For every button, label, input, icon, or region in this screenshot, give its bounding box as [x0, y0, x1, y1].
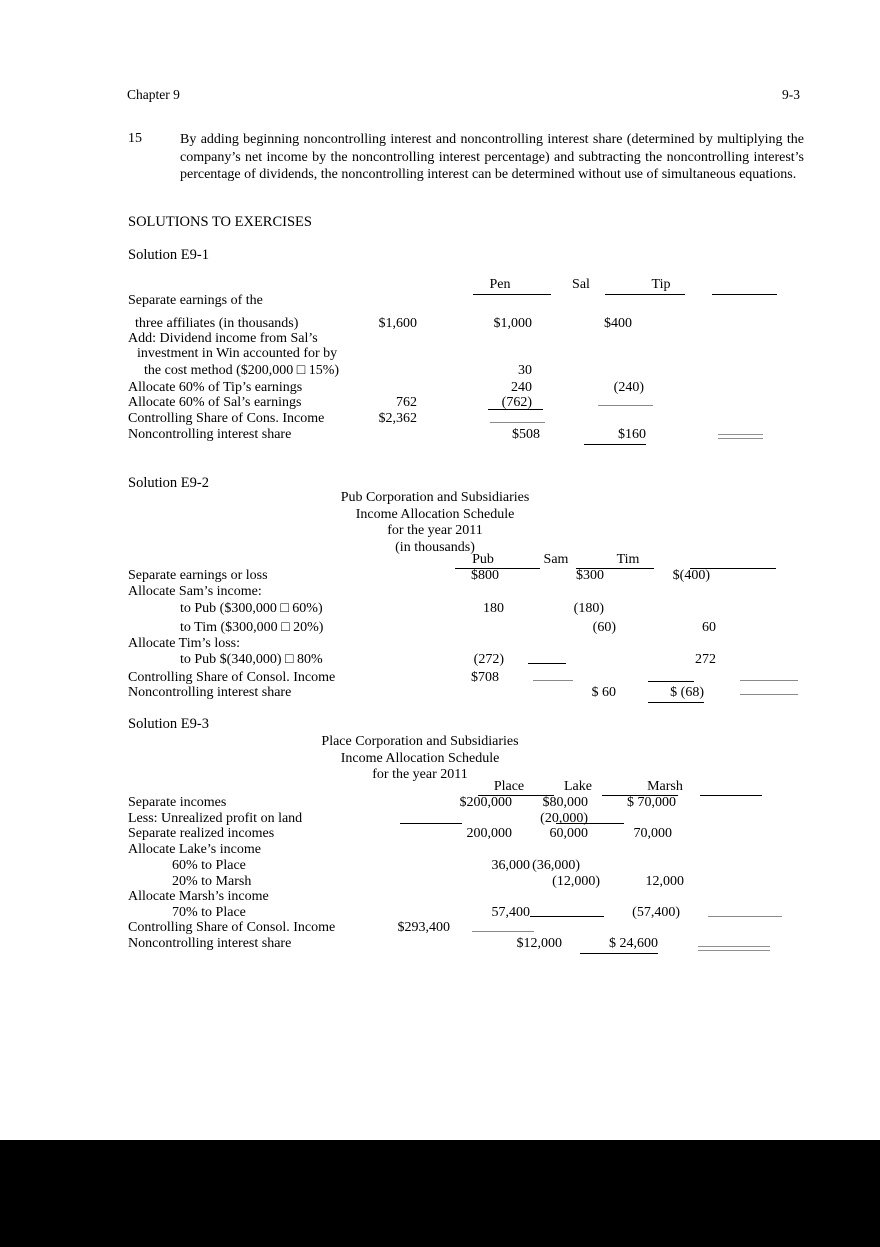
table-cell: (272) [473, 652, 504, 667]
table-cell: 36,000 [491, 858, 530, 873]
header-rule-2 [605, 294, 685, 295]
table-cell: 12,000 [645, 874, 684, 889]
column-header-pen: Pen [489, 277, 511, 292]
subtotal-rule [598, 405, 653, 406]
header-rule-3 [700, 795, 762, 796]
table-row: the cost method ($200,000 □ 15%) [144, 363, 340, 378]
schedule-title-line: Place Corporation and Subsidiaries [321, 734, 519, 749]
double-rule [718, 434, 763, 439]
table-cell: 57,400 [491, 905, 530, 920]
column-header-tip: Tip [651, 277, 671, 292]
table-row: Allocate Tim’s loss: [128, 636, 241, 651]
table-cell: 180 [483, 601, 504, 616]
column-header-tim: Tim [616, 552, 640, 567]
subtotal-rule [708, 916, 782, 917]
table-row: Allocate 60% of Tip’s earnings [128, 380, 303, 395]
table-row: to Pub ($300,000 □ 60%) [180, 601, 323, 616]
table-cell: $708 [471, 670, 499, 685]
table-cell: 60,000 [549, 826, 588, 841]
table-cell: (180) [573, 601, 604, 616]
table-row: Controlling Share of Consol. Income [128, 920, 336, 935]
paragraph-text-15: By adding beginning noncontrolling interest and noncontrolling interest share (determined by multiplying the company’s net income by the noncontrolling interest percentage) and subtracting the noncontrolling interest’s percentage of dividends, the noncontrolling interest can be determined without use of simultaneous equations. [180, 132, 804, 182]
schedule-title-line: Income Allocation Schedule [355, 506, 515, 522]
table-row: Controlling Share of Consol. Income [128, 670, 336, 685]
scan-border-bottom [0, 1140, 880, 1247]
subtotal-rule [488, 409, 543, 410]
solution-heading-e9-2: Solution E9-2 [128, 475, 209, 491]
column-header-place: Place [493, 779, 525, 794]
table-cell: $ (68) [648, 685, 704, 703]
table-cell: $200,000 [459, 795, 512, 810]
table-cell: $300 [576, 568, 604, 583]
table-cell: (20,000) [540, 811, 588, 826]
table-cell: $80,000 [542, 795, 588, 810]
table-cell: (57,400) [632, 905, 680, 920]
table-cell: 762 [396, 395, 417, 410]
table-row: Noncontrolling interest share [128, 427, 292, 442]
subtotal-rule [528, 663, 566, 664]
table-row: Separate realized incomes [128, 826, 275, 841]
column-header-pub: Pub [472, 552, 494, 567]
table-cell: (60) [592, 620, 616, 635]
table-row: 20% to Marsh [172, 874, 252, 889]
schedule-title-e9-3 [225, 734, 615, 784]
column-header-sam: Sam [543, 552, 569, 567]
table-cell: $1,000 [493, 316, 532, 331]
header-rule-3 [712, 294, 777, 295]
schedule-title-line: (in thousands) [395, 539, 475, 555]
table-cell: $(400) [672, 568, 710, 583]
column-header-lake: Lake [564, 779, 592, 794]
schedule-title-line: for the year 2011 [372, 767, 468, 782]
table-cell: $ 70,000 [627, 795, 676, 810]
table-row: Less: Unrealized profit on land [128, 811, 303, 826]
table-row: investment in Win accounted for by [137, 346, 338, 361]
header-rule-1 [473, 294, 551, 295]
table-row: Allocate Sam’s income: [128, 584, 262, 599]
table-cell: $1,600 [378, 316, 417, 331]
solution-heading-e9-1: Solution E9-1 [128, 247, 209, 263]
total-rule [490, 422, 545, 423]
table-cell: (762) [501, 395, 532, 410]
section-heading-solutions: SOLUTIONS TO EXERCISES [128, 214, 312, 230]
schedule-title-line: for the year 2011 [387, 523, 483, 538]
table-row: Allocate Lake’s income [128, 842, 261, 857]
table-row: Allocate Marsh’s income [128, 889, 269, 904]
table-row: Separate earnings or loss [128, 568, 268, 583]
column-header-marsh: Marsh [647, 779, 683, 794]
table-cell: 272 [695, 652, 716, 667]
table-cell: $ 60 [591, 685, 616, 700]
table-row: Allocate 60% of Sal’s earnings [128, 395, 302, 410]
table-cell: $400 [604, 316, 632, 331]
table-cell: (240) [613, 380, 644, 395]
total-rule [648, 681, 694, 682]
table-cell: $293,400 [397, 920, 450, 935]
table-cell: 60 [702, 620, 716, 635]
table-cell: $160 [584, 427, 646, 445]
total-rule [472, 931, 534, 932]
double-rule [698, 946, 770, 951]
table-cell: 30 [518, 363, 532, 378]
table-cell: $800 [471, 568, 499, 583]
table-row: to Tim ($300,000 □ 20%) [180, 620, 324, 635]
table-row: Controlling Share of Cons. Income [128, 411, 325, 426]
table-cell: $12,000 [516, 936, 562, 951]
subtotal-rule [556, 823, 624, 824]
table-cell: $ 24,600 [580, 936, 658, 954]
table-row: Noncontrolling interest share [128, 685, 292, 700]
table-cell: (36,000) [532, 858, 580, 873]
subtotal-rule [400, 823, 462, 824]
table-cell: (12,000) [552, 874, 600, 889]
total-rule [740, 694, 798, 695]
schedule-title-line: Income Allocation Schedule [340, 750, 500, 766]
table-row: Separate earnings of the [128, 293, 263, 308]
table-row: 70% to Place [172, 905, 246, 920]
subtotal-rule [530, 916, 604, 917]
total-rule [533, 680, 573, 681]
paragraph-number-15: 15 [128, 131, 142, 146]
total-rule [740, 680, 798, 681]
table-cell: 200,000 [466, 826, 512, 841]
column-header-sal: Sal [572, 277, 590, 292]
table-row: to Pub $(340,000) □ 80% [180, 652, 323, 667]
running-head-page-number: 9-3 [782, 87, 800, 102]
table-row: Noncontrolling interest share [128, 936, 292, 951]
table-row: Add: Dividend income from Sal’s [128, 331, 318, 346]
table-cell: $508 [512, 427, 540, 442]
schedule-title-line: Pub Corporation and Subsidiaries [340, 490, 530, 505]
running-head-chapter: Chapter 9 [127, 87, 180, 102]
table-cell: 70,000 [633, 826, 672, 841]
solution-heading-e9-3: Solution E9-3 [128, 716, 209, 732]
table-cell: 240 [511, 380, 532, 395]
table-row: Separate incomes [128, 795, 227, 810]
table-row: 60% to Place [172, 858, 246, 873]
table-cell: $2,362 [378, 411, 417, 426]
schedule-title-e9-2 [240, 490, 630, 556]
table-row: three affiliates (in thousands) [135, 316, 299, 331]
